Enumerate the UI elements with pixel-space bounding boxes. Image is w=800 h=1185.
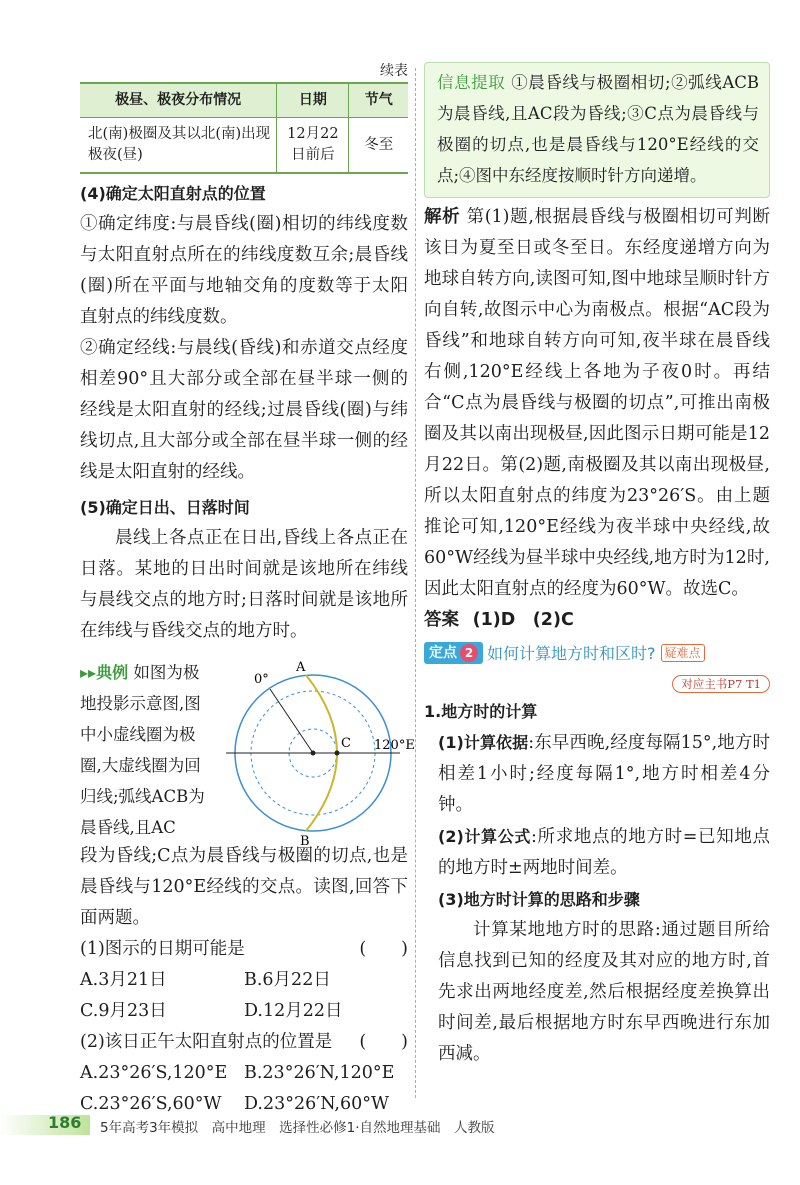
section-4-para-2: ②确定经线:与晨线(昏线)和赤道交点经度相差90°且大部分或全部在昼半球一侧的经线是太阳直射的经线;过晨昏线(圈)与纬线切点,且大部分或全部在昼半球一侧的经线是太阳直射的经线。 [80,338,408,482]
reference-link [424,668,770,690]
label-120e: 120°E [374,738,415,753]
section-4-para-1: ①确定纬度:与晨昏线(圈)相切的纬线度数与太阳直射点所在的纬线度数互余;晨昏线(圈)所在平面与地轴交角的度数等于太阳直射点的纬线度数。 [80,214,408,327]
subsection-1-title: 1.地方时的计算 [424,702,538,721]
example-text-rest: 段为昏线;C点为晨昏线与极圈的切点,也是晨昏线与120°E经线的交点。读图,回答下面两题。 [80,846,408,928]
info-label: 信息提取 [437,73,506,92]
table-cell: 北(南)极圈及其以北(南)出现极夜(昼) [80,118,277,174]
table-cell: 12月22日前后 [277,118,349,174]
analysis [424,202,770,605]
analysis-text: 第(1)题,根据晨昏线与极圈相切可判断该日为夏至日或冬至日。东经度递增方向为地球自转方向,读图可知,图中地球呈顺时针方向自转,故图示中心为南极点。根据“AC段为昏线”和地球自转方向可知,夜半球在晨昏线右侧,120°E经线上各地为子夜0时。再结合“C点为晨昏线与极圈的切点”,可推出南极圈及其以南出现极昼,因此图示日期可能是12月22日。第(2)题,南极圈及其以南出现极昼,所以太阳直射点的纬度为23°26′S。由上题推论可知,120°E经线为夜半球中央经线,故60°W经线为昼半球中央经线,地方时为12时,因此太阳直射点的经度为60°W。故选C。 [424,207,770,599]
option: B.6月22日 [244,970,331,990]
question-2 [80,1027,408,1058]
option: C.23°26′S,60°W [80,1094,222,1114]
polar-day-table [80,82,408,174]
book-title: 5年高考3年模拟 高中地理 选择性必修1·自然地理基础 人教版 [100,1120,495,1136]
table-header: 节气 [349,83,408,118]
option: D.12月22日 [244,1001,343,1021]
label-a: A [296,660,306,675]
example-intro: 如图为极地投影示意图,图中小虚线圈为极圈,大虚线圈为回归线;弧线ACB为晨昏线,且AC [80,663,205,837]
table-header-row [80,83,408,118]
bullet-2-text: :所求地点的地方时=已知地点的地方时±两地时间差。 [438,827,771,878]
bullet-2 [424,821,770,884]
continued-table-label: 续表 [380,63,408,79]
option: C.9月23日 [80,1001,167,1021]
question-1-options [80,996,408,1027]
bullet-1-text: :东早西晚,经度每隔15°,地方时相差1小时;经度每隔1°,地方时相差4分钟。 [438,733,770,815]
table-row [80,118,408,174]
option: A.23°26′S,120°E [80,1063,228,1083]
right-column [424,62,770,1070]
option: B.23°26′N,120°E [244,1063,395,1083]
question-2-options [80,1058,408,1089]
difficulty-badge: 疑难点 [661,644,705,662]
table-header: 极昼、极夜分布情况 [80,83,277,118]
example-label: ▸▸典例 [80,663,129,682]
question-1 [80,934,408,965]
answer-paren: ( ) [359,939,408,959]
question-1-stem: (1)图示的日期可能是 [80,939,245,959]
key-point-header [424,640,770,666]
label-c: C [341,736,351,751]
label-0-deg: 0° [254,672,269,687]
section-5-title: (5)确定日出、日落时间 [80,498,250,517]
reference-label: 对应主书P7 T1 [672,675,770,693]
info-text: ①晨昏线与极圈相切;②弧线ACB为晨昏线,且AC段为昏线;③C点为晨昏线与极圈的切点,也是晨昏线与120°E经线的交点;④图中东经度按顺时针方向递增。 [437,73,760,185]
bullet-3-text: 计算某地地方时的思路:通过题目所给信息找到已知的经度及其对应的地方时,首先求出两地经度差,然后根据经度差换算出时间差,最后根据地方时东早西晚进行东加西减。 [438,920,770,1064]
key-point-tag: 定点 2 [424,642,483,664]
answer-paren: ( ) [359,1032,408,1052]
option: A.3月21日 [80,970,167,990]
table-header: 日期 [277,83,349,118]
table-cell: 冬至 [349,118,408,174]
bullet-1-label: (1)计算依据 [438,733,529,752]
bullet-3-label: (3)地方时计算的思路和步骤 [438,890,640,909]
bullet-1 [424,727,770,821]
answer-label: 答案 [424,610,459,630]
point-c [335,751,340,756]
polar-projection-figure [208,645,418,855]
option: D.23°26′N,60°W [244,1094,389,1114]
key-point-number: 2 [460,644,478,662]
bullet-2-label: (2)计算公式 [438,827,532,846]
example-block [80,657,415,849]
section-4-title: (4)确定太阳直射点的位置 [80,184,266,203]
page-number: 186 [48,1113,82,1132]
answer [424,605,770,636]
pole-point [311,751,316,756]
question-2-stem: (2)该日正午太阳直射点的位置是 [80,1032,333,1052]
left-column [80,62,415,1120]
info-extraction-box [424,62,770,198]
label-b: B [300,834,310,849]
column-divider [415,68,416,1098]
answer-text: (1)D (2)C [472,610,574,630]
page-footer [0,1111,800,1139]
analysis-label: 解析 [424,207,461,227]
example-side-text [80,657,205,843]
section-5-para: 晨线上各点正在日出,昏线上各点正在日落。某地的日出时间就是该地所在纬线与晨线交点的地方时;日落时间就是该地所在纬线与昏线交点的地方时。 [80,528,408,641]
key-point-title: 如何计算地方时和区时? [487,643,656,663]
question-1-options [80,965,408,996]
